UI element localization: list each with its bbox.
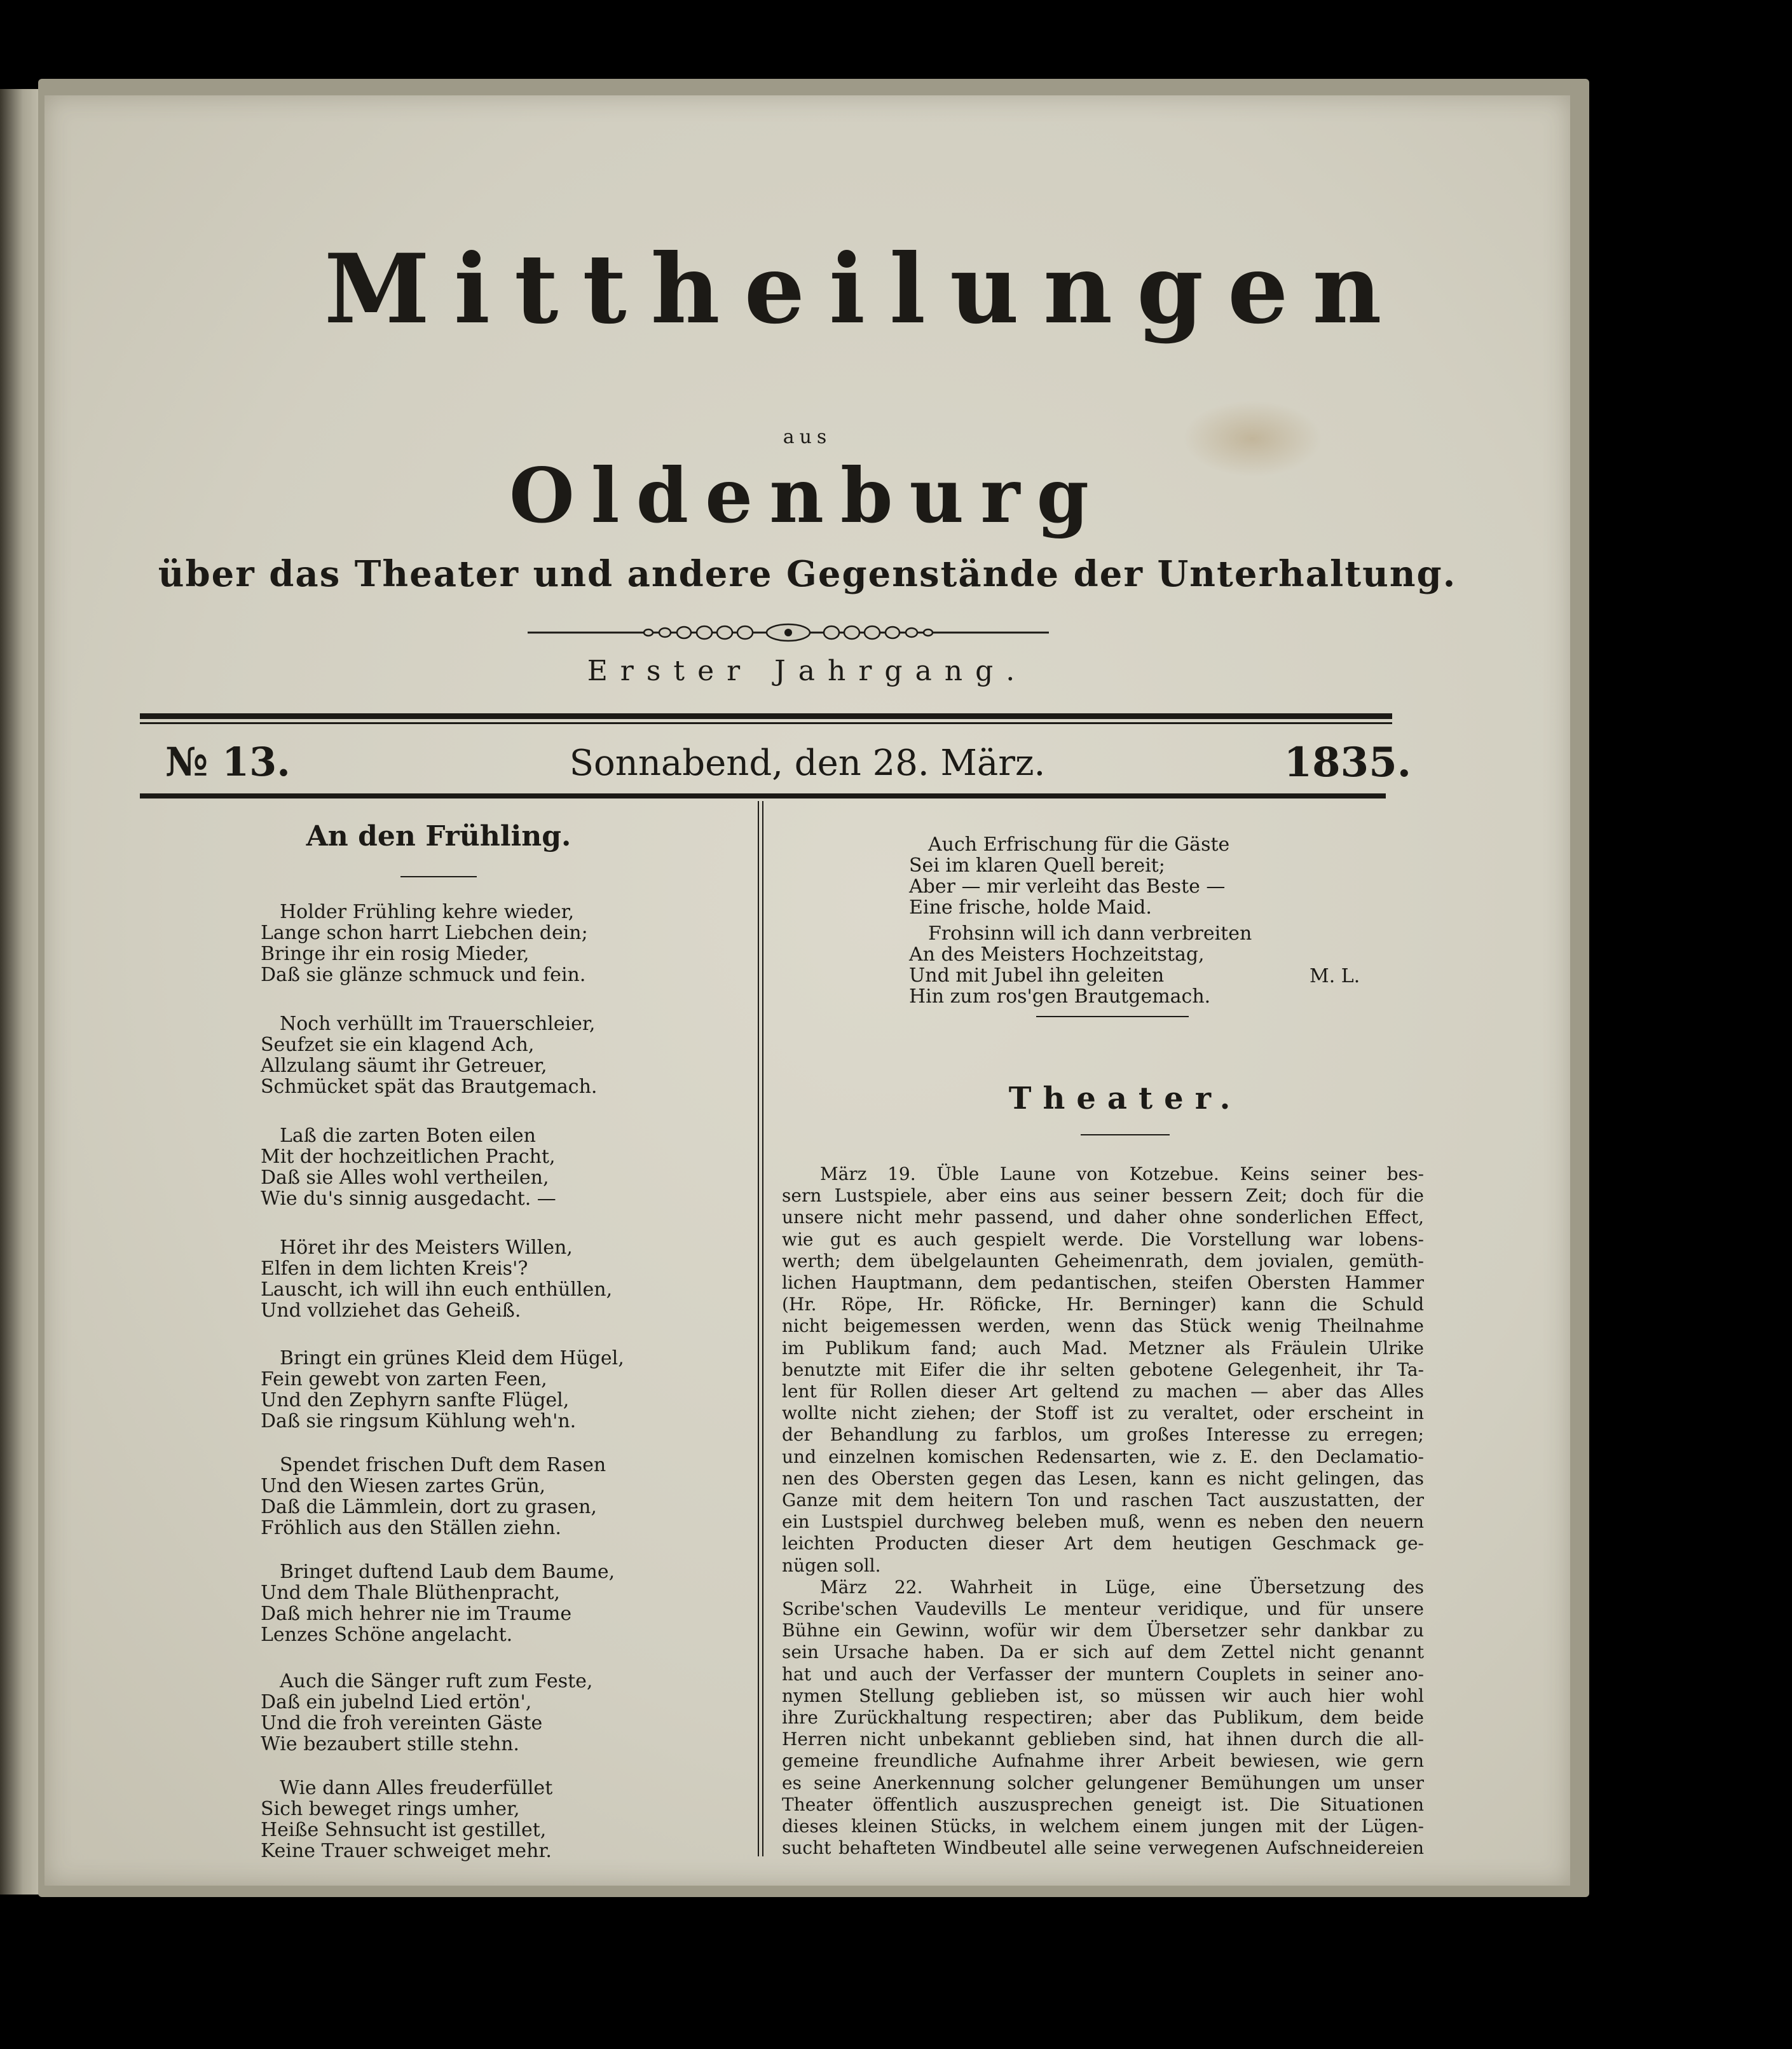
poem-line: Wie dann Alles freuderfüllet bbox=[280, 1777, 553, 1799]
masthead-subtitle: über das Theater und andere Gegenstände der Unterhaltung. bbox=[158, 553, 1457, 595]
article-line: sucht behafteten Windbeutel alle seine verwegenen Aufschneidereien bbox=[782, 1837, 1424, 1859]
poem-line: Lange schon harrt Liebchen dein; bbox=[261, 922, 588, 944]
poem-line: Fröhlich aus den Ställen ziehn. bbox=[261, 1517, 561, 1539]
poem-line: Mit der hochzeitlichen Pracht, bbox=[261, 1146, 556, 1168]
article-line: und einzelnen komischen Redensarten, wie z. E. den Declamatio- bbox=[782, 1446, 1424, 1467]
paper-stain bbox=[1182, 401, 1322, 477]
poem-line: Und den Zephyrn sanfte Flügel, bbox=[261, 1389, 570, 1411]
article-line: Scribe'schen Vaudevills Le menteur veridique, und für unsere bbox=[782, 1598, 1424, 1620]
poem-line: Keine Trauer schweiget mehr. bbox=[261, 1840, 552, 1862]
poem-stanza bbox=[261, 901, 744, 985]
poem-line: Daß die Lämmlein, dort zu grasen, bbox=[261, 1496, 597, 1518]
article-line: Ganze mit dem heitern Ton und raschen Tact auszustatten, der bbox=[782, 1490, 1424, 1511]
poem-line: Elfen in dem lichten Kreis'? bbox=[261, 1257, 528, 1280]
poem-title-rule bbox=[400, 876, 477, 877]
article-line: nicht beigemessen werden, wenn das Stück wenig Theilnahme bbox=[782, 1315, 1424, 1337]
article-line: im Publikum fand; auch Mad. Metzner als Fräulein Ulrike bbox=[782, 1337, 1424, 1359]
article-line: (Hr. Röpe, Hr. Röficke, Hr. Berninger) kann die Schuld bbox=[782, 1294, 1424, 1315]
article-line: nymen Stellung geblieben ist, so müssen wir auch hier wohl bbox=[782, 1685, 1424, 1706]
poem-title: An den Frühling. bbox=[306, 820, 571, 853]
article-line: ihre Zurückhaltung respectiren; aber das Publikum, dem beide bbox=[782, 1707, 1424, 1729]
theater-article bbox=[782, 1163, 1424, 1860]
poem-stanza bbox=[261, 1778, 744, 1861]
poem-stanza bbox=[261, 1348, 744, 1432]
article-line: der Behandlung zu farblos, um großes Interesse zu erregen; bbox=[782, 1424, 1424, 1446]
poem-line: Und dem Thale Blüthenpracht, bbox=[261, 1582, 560, 1604]
poem-line: Bringe ihr ein rosig Mieder, bbox=[261, 943, 530, 965]
ornament-divider bbox=[528, 622, 1049, 643]
poem-line: Wie du's sinnig ausgedacht. — bbox=[261, 1188, 556, 1210]
poem-line: Lauscht, ich will ihn euch enthüllen, bbox=[261, 1278, 613, 1301]
article-line: nen des Obersten gegen das Lesen, kann es nicht gelingen, das bbox=[782, 1467, 1424, 1489]
article-line: dieses kleinen Stücks, in welchem einem jungen mit der Lügen- bbox=[782, 1816, 1424, 1837]
poem-signature: M. L. bbox=[1310, 965, 1360, 987]
article-line: März 22. Wahrheit in Lüge, eine Übersetzung des bbox=[820, 1576, 1424, 1598]
masthead-title: Mittheilungen bbox=[324, 233, 1406, 345]
poem-stanza bbox=[261, 1013, 744, 1097]
article-line: März 19. Üble Laune von Kotzebue. Keins seiner bes- bbox=[820, 1163, 1424, 1184]
article-line: lent für Rollen dieser Art geltend zu machen — aber das Alles bbox=[782, 1381, 1424, 1402]
article-line: benutzte mit Eifer die ihr selten gebotene Gelegenheit, ihr Ta- bbox=[782, 1359, 1424, 1380]
article-line: sein Ursache haben. Da er sich auf dem Zettel nicht genannt bbox=[782, 1641, 1424, 1663]
poem-line: Und mit Jubel ihn geleiten bbox=[909, 964, 1165, 987]
poem-line: Und vollziehet das Geheiß. bbox=[261, 1299, 521, 1322]
poem-line: Frohsinn will ich dann verbreiten bbox=[928, 922, 1252, 945]
volume-line: Erster Jahrgang. bbox=[587, 655, 1028, 687]
poem-line: Und den Wiesen zartes Grün, bbox=[261, 1475, 546, 1497]
article-line: Herren nicht unbekannt geblieben sind, hat ihnen durch die all- bbox=[782, 1729, 1424, 1750]
poem-line: Bringet duftend Laub dem Baume, bbox=[280, 1561, 615, 1583]
poem-line: Höret ihr des Meisters Willen, bbox=[280, 1237, 573, 1259]
article-line: lichen Hauptmann, dem pedantischen, steifen Obersten Hammer bbox=[782, 1272, 1424, 1294]
poem-line: Daß sie ringsum Kühlung weh'n. bbox=[261, 1410, 577, 1432]
poem-line: Spendet frischen Duft dem Rasen bbox=[280, 1454, 606, 1476]
poem-stanza bbox=[909, 834, 1405, 918]
header-rule-top bbox=[140, 713, 1392, 719]
poem-line: Wie bezaubert stille stehn. bbox=[261, 1733, 519, 1755]
poem-line: Daß sie glänze schmuck und fein. bbox=[261, 964, 586, 986]
poem-end-rule bbox=[1036, 1016, 1189, 1017]
article-line: Bühne ein Gewinn, wofür wir dem Übersetzer sehr dankbar zu bbox=[782, 1620, 1424, 1641]
poem-line: Laß die zarten Boten eilen bbox=[280, 1125, 536, 1147]
newspaper-page bbox=[44, 95, 1570, 1886]
poem-line: Aber — mir verleiht das Beste — bbox=[909, 875, 1226, 898]
header-rule-top-thin bbox=[140, 722, 1392, 724]
article-line: wie gut es auch gespielt werde. Die Vorstellung war lobens- bbox=[782, 1228, 1424, 1250]
poem-line: Auch die Sänger ruft zum Feste, bbox=[280, 1670, 593, 1692]
poem-line: An des Meisters Hochzeitstag, bbox=[909, 943, 1205, 966]
issue-number: № 13. bbox=[165, 739, 291, 785]
article-line: hat und auch der Verfasser der muntern Couplets in seiner ano- bbox=[782, 1663, 1424, 1685]
poem-line: Schmücket spät das Brautgemach. bbox=[261, 1076, 598, 1098]
article-line: wollte nicht ziehen; der Stoff ist zu veraltet, oder erscheint in bbox=[782, 1402, 1424, 1424]
issue-year: 1835. bbox=[1283, 739, 1411, 786]
poem-stanza bbox=[261, 1671, 744, 1755]
article-line: Theater öffentlich auszusprechen geneigt ist. Die Situationen bbox=[782, 1793, 1424, 1815]
poem-line: Daß mich hehrer nie im Traume bbox=[261, 1603, 572, 1625]
poem-line: Heiße Sehnsucht ist gestillet, bbox=[261, 1819, 547, 1841]
poem-stanza bbox=[261, 1455, 744, 1538]
poem-line: Daß ein jubelnd Lied ertön', bbox=[261, 1691, 532, 1713]
poem-line: Eine frische, holde Maid. bbox=[909, 896, 1152, 919]
poem-line: Hin zum ros'gen Brautgemach. bbox=[909, 985, 1211, 1008]
article-line: gemeine freundliche Aufnahme ihrer Arbeit bewiesen, wie gern bbox=[782, 1750, 1424, 1772]
poem-line: Lenzes Schöne angelacht. bbox=[261, 1624, 513, 1646]
poem-line: Allzulang säumt ihr Getreuer, bbox=[261, 1055, 547, 1077]
poem-line: Daß sie Alles wohl vertheilen, bbox=[261, 1167, 549, 1189]
poem-line: Sei im klaren Quell bereit; bbox=[909, 854, 1165, 877]
poem-line: Bringt ein grünes Kleid dem Hügel, bbox=[280, 1347, 624, 1369]
poem-line: Sich beweget rings umher, bbox=[261, 1798, 520, 1820]
article-line: unsere nicht mehr passend, und daher ohne sonderlichen Effect, bbox=[782, 1207, 1424, 1228]
header-rule-bottom bbox=[140, 793, 1386, 798]
article-line: werth; dem übelgelaunten Geheimenrath, dem jovialen, gemüth- bbox=[782, 1250, 1424, 1271]
poem-stanza bbox=[261, 1125, 744, 1209]
masthead-aus: aus bbox=[783, 426, 832, 448]
poem-line: Seufzet sie ein klagend Ach, bbox=[261, 1034, 535, 1056]
column-divider bbox=[758, 801, 763, 1856]
article-line: nügen soll. bbox=[782, 1554, 881, 1576]
poem-line: Fein gewebt von zarten Feen, bbox=[261, 1368, 547, 1390]
article-line: leichten Producten dieser Art dem heutigen Geschmack ge- bbox=[782, 1533, 1424, 1554]
article-line: sern Lustspiele, aber eins aus seiner bessern Zeit; doch für die bbox=[782, 1185, 1424, 1207]
poem-line: Auch Erfrischung für die Gäste bbox=[928, 833, 1230, 856]
article-line: es seine Anerkennung solcher gelungener Bemühungen um unser bbox=[782, 1772, 1424, 1793]
poem-stanza bbox=[261, 1561, 744, 1645]
theater-section-title: Theater. bbox=[1008, 1081, 1242, 1116]
poem-line: Noch verhüllt im Trauerschleier, bbox=[280, 1013, 596, 1035]
poem-stanza bbox=[261, 1237, 744, 1321]
poem-line: Und die froh vereinten Gäste bbox=[261, 1712, 543, 1734]
article-line: ein Lustspiel durchweg beleben muß, wenn es neben den neuern bbox=[782, 1511, 1424, 1533]
masthead-city: Oldenburg bbox=[509, 451, 1105, 540]
theater-title-rule bbox=[1081, 1134, 1170, 1135]
issue-date: Sonnabend, den 28. März. bbox=[569, 743, 1046, 784]
poem-line: Holder Frühling kehre wieder, bbox=[280, 901, 575, 923]
